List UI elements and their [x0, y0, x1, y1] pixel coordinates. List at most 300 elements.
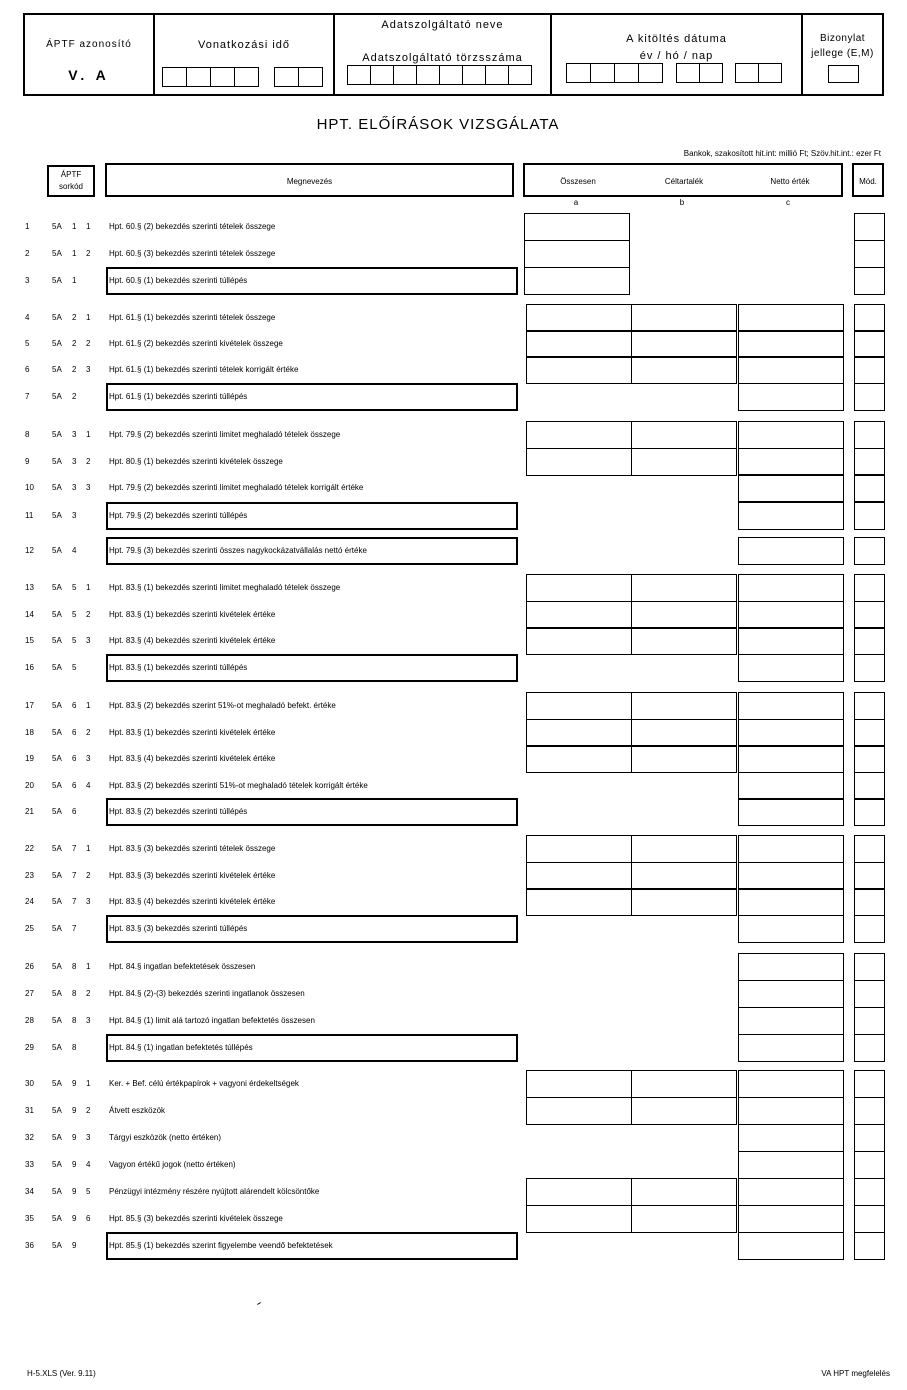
row-code-2: 6	[72, 781, 77, 790]
value-cell-b[interactable]	[631, 304, 737, 332]
mod-cell[interactable]	[854, 383, 885, 411]
unit-note: Bankok, szakosított hit.int: millió Ft; Szöv.hit.int.: ezer Ft	[683, 149, 881, 158]
mod-cell[interactable]	[854, 601, 885, 629]
value-cell-a[interactable]	[526, 745, 632, 773]
row-code-2: 8	[72, 1016, 77, 1025]
row-number: 22	[25, 844, 34, 853]
value-cell-c[interactable]	[738, 601, 844, 629]
mod-cell[interactable]	[854, 421, 885, 449]
row-code-3: 1	[86, 222, 91, 231]
value-cell-b[interactable]	[631, 719, 737, 747]
value-cell-b[interactable]	[631, 627, 737, 655]
digit-box[interactable]	[370, 65, 394, 85]
row-number: 18	[25, 728, 34, 737]
mod-cell[interactable]	[854, 474, 885, 502]
mod-cell[interactable]	[854, 1178, 885, 1206]
row-code-3: 3	[86, 365, 91, 374]
value-cell-b[interactable]	[631, 1205, 737, 1233]
digit-box[interactable]	[393, 65, 417, 85]
mod-cell[interactable]	[854, 574, 885, 602]
mod-cell[interactable]	[854, 1070, 885, 1098]
value-cell-b[interactable]	[631, 745, 737, 773]
code-col-label-2: sorkód	[58, 182, 83, 191]
digit-box[interactable]	[508, 65, 532, 85]
row-label: Hpt. 83.§ (1) bekezdés szerinti túllépés	[109, 663, 248, 672]
value-cell-c[interactable]	[738, 356, 844, 384]
row-number: 14	[25, 610, 34, 619]
footer-right: VA HPT megfelelés	[821, 1369, 890, 1378]
digit-box[interactable]	[186, 67, 211, 87]
header-band	[23, 13, 884, 96]
row-code-1: 5A	[52, 636, 62, 645]
mod-cell[interactable]	[854, 1097, 885, 1125]
row-code-1: 5A	[52, 222, 62, 231]
row-code-1: 5A	[52, 313, 62, 322]
row-label: Hpt. 83.§ (1) bekezdés szerinti kivételek értéke	[109, 728, 276, 737]
mod-cell[interactable]	[854, 862, 885, 890]
total-col-label: Összesen	[560, 177, 596, 186]
value-cell-c[interactable]	[738, 383, 844, 411]
row-code-2: 5	[72, 610, 77, 619]
value-cell-a[interactable]	[524, 213, 630, 241]
value-cell-c[interactable]	[738, 1178, 844, 1206]
digit-box[interactable]	[347, 65, 371, 85]
value-cell-c[interactable]	[738, 448, 844, 476]
row-code-2: 1	[72, 276, 77, 285]
doc-type-label-1: Bizonylat	[819, 33, 866, 44]
date-cell	[552, 15, 803, 94]
value-cell-c[interactable]	[738, 835, 844, 863]
row-number: 4	[25, 313, 30, 322]
value-cell-a[interactable]	[526, 627, 632, 655]
row-number: 9	[25, 457, 30, 466]
deduct-col-label: Céltartalék	[664, 177, 704, 186]
row-number: 35	[25, 1214, 34, 1223]
row-code-2: 5	[72, 583, 77, 592]
row-code-2: 1	[72, 222, 77, 231]
row-code-2: 9	[72, 1160, 77, 1169]
row-code-2: 3	[72, 483, 77, 492]
name-col-header	[105, 163, 514, 197]
digit-box[interactable]	[298, 67, 323, 87]
row-label: Hpt. 83.§ (3) bekezdés szerinti tételek összege	[109, 844, 276, 853]
col-a-letter: a	[573, 198, 579, 207]
row-code-1: 5A	[52, 457, 62, 466]
values-col-header	[523, 163, 843, 197]
value-cell-b[interactable]	[631, 1070, 737, 1098]
row-label: Hpt. 84.§ (1) ingatlan befektetés túllépés	[109, 1043, 253, 1052]
row-label: Ker. + Bef. célú értékpapírok + vagyoni érdekeltségek	[109, 1079, 299, 1088]
mod-cell[interactable]	[854, 745, 885, 773]
digit-box[interactable]	[210, 67, 235, 87]
value-cell-c[interactable]	[738, 915, 844, 943]
value-cell-a[interactable]	[526, 356, 632, 384]
row-code-1: 5A	[52, 1106, 62, 1115]
row-code-1: 5A	[52, 249, 62, 258]
mod-cell[interactable]	[854, 1232, 885, 1260]
mod-cell[interactable]	[854, 448, 885, 476]
value-cell-c[interactable]	[738, 862, 844, 890]
row-code-1: 5A	[52, 989, 62, 998]
value-cell-c[interactable]	[738, 537, 844, 565]
row-label: Hpt. 83.§ (3) bekezdés szerinti túllépés	[109, 924, 248, 933]
row-label: Hpt. 83.§ (1) bekezdés szerinti kivételek értéke	[109, 610, 276, 619]
row-number: 20	[25, 781, 34, 790]
row-code-2: 7	[72, 871, 77, 880]
row-number: 31	[25, 1106, 34, 1115]
row-code-1: 5A	[52, 781, 62, 790]
row-code-1: 5A	[52, 1160, 62, 1169]
digit-box[interactable]	[638, 63, 663, 83]
value-cell-b[interactable]	[631, 330, 737, 358]
row-code-2: 9	[72, 1079, 77, 1088]
doc-type-label-2: jellege (E,M)	[811, 48, 874, 59]
value-cell-a[interactable]	[526, 719, 632, 747]
row-number: 5	[25, 339, 30, 348]
value-cell-c[interactable]	[738, 421, 844, 449]
code-col-header	[47, 165, 95, 197]
mod-cell[interactable]	[854, 304, 885, 332]
mod-cell[interactable]	[854, 330, 885, 358]
digit-box[interactable]	[758, 63, 782, 83]
row-code-2: 8	[72, 962, 77, 971]
row-code-2: 9	[72, 1133, 77, 1142]
row-code-3: 1	[86, 701, 91, 710]
mod-cell[interactable]	[854, 240, 885, 268]
row-code-1: 5A	[52, 807, 62, 816]
mod-cell[interactable]	[854, 980, 885, 1008]
row-number: 6	[25, 365, 30, 374]
row-label: Pénzügyi intézmény részére nyújtott alárendelt kölcsöntőke	[109, 1187, 320, 1196]
mod-cell[interactable]	[854, 213, 885, 241]
row-code-1: 5A	[52, 430, 62, 439]
value-cell-b[interactable]	[631, 1097, 737, 1125]
row-label: Hpt. 83.§ (4) bekezdés szerinti kivételek értéke	[109, 754, 276, 763]
digit-box[interactable]	[462, 65, 486, 85]
row-code-3: 3	[86, 754, 91, 763]
row-label: Hpt. 80.§ (1) bekezdés szerinti kivételek összege	[109, 457, 283, 466]
value-cell-c[interactable]	[738, 574, 844, 602]
value-cell-c[interactable]	[738, 654, 844, 682]
row-code-2: 8	[72, 989, 77, 998]
value-cell-b[interactable]	[631, 1178, 737, 1206]
mod-cell[interactable]	[854, 719, 885, 747]
row-number: 12	[25, 546, 34, 555]
row-code-3: 3	[86, 483, 91, 492]
value-cell-a[interactable]	[524, 267, 630, 295]
stray-mark	[257, 1302, 261, 1305]
row-code-3: 2	[86, 871, 91, 880]
row-code-3: 1	[86, 844, 91, 853]
footer-left: H-5.XLS (Ver. 9.11)	[27, 1369, 96, 1378]
digit-box[interactable]	[614, 63, 639, 83]
row-code-1: 5A	[52, 511, 62, 520]
row-code-2: 9	[72, 1214, 77, 1223]
value-cell-a[interactable]	[526, 835, 632, 863]
row-code-1: 5A	[52, 365, 62, 374]
row-code-3: 6	[86, 1214, 91, 1223]
aptf-id-label: ÁPTF azonosító	[46, 39, 132, 50]
value-cell-a[interactable]	[526, 1178, 632, 1206]
row-number: 28	[25, 1016, 34, 1025]
value-cell-a[interactable]	[524, 240, 630, 268]
row-code-2: 6	[72, 807, 77, 816]
row-code-1: 5A	[52, 754, 62, 763]
row-code-3: 1	[86, 583, 91, 592]
digit-box[interactable]	[439, 65, 463, 85]
mod-cell[interactable]	[854, 953, 885, 981]
row-label: Hpt. 83.§ (3) bekezdés szerinti kivételek értéke	[109, 871, 276, 880]
row-number: 16	[25, 663, 34, 672]
mod-cell[interactable]	[854, 835, 885, 863]
value-cell-c[interactable]	[738, 692, 844, 720]
value-cell-a[interactable]	[526, 574, 632, 602]
row-label: Hpt. 83.§ (4) bekezdés szerinti kivételek értéke	[109, 636, 276, 645]
row-number: 15	[25, 636, 34, 645]
row-code-1: 5A	[52, 1187, 62, 1196]
row-code-2: 1	[72, 249, 77, 258]
value-cell-b[interactable]	[631, 448, 737, 476]
row-code-1: 5A	[52, 728, 62, 737]
value-cell-c[interactable]	[738, 1097, 844, 1125]
digit-box[interactable]	[234, 67, 259, 87]
row-code-2: 5	[72, 636, 77, 645]
row-code-1: 5A	[52, 546, 62, 555]
row-number: 2	[25, 249, 30, 258]
value-cell-a[interactable]	[526, 1205, 632, 1233]
row-number: 24	[25, 897, 34, 906]
row-code-1: 5A	[52, 1016, 62, 1025]
row-code-2: 9	[72, 1106, 77, 1115]
col-c-letter: c	[786, 198, 790, 207]
name-col-label: Megnevezés	[286, 177, 333, 186]
row-number: 17	[25, 701, 34, 710]
value-cell-a[interactable]	[526, 330, 632, 358]
value-cell-c[interactable]	[738, 1232, 844, 1260]
mod-cell[interactable]	[854, 888, 885, 916]
period-label: Vonatkozási idő	[197, 39, 291, 51]
row-code-2: 4	[72, 546, 77, 555]
row-code-2: 9	[72, 1241, 77, 1250]
value-cell-c[interactable]	[738, 888, 844, 916]
mod-cell[interactable]	[854, 1151, 885, 1179]
value-cell-a[interactable]	[526, 1097, 632, 1125]
row-code-1: 5A	[52, 1214, 62, 1223]
period-cell	[155, 15, 335, 94]
row-code-1: 5A	[52, 610, 62, 619]
value-cell-a[interactable]	[526, 601, 632, 629]
row-code-3: 1	[86, 962, 91, 971]
value-cell-c[interactable]	[738, 1205, 844, 1233]
row-number: 10	[25, 483, 34, 492]
value-cell-a[interactable]	[526, 1070, 632, 1098]
value-cell-a[interactable]	[526, 692, 632, 720]
row-number: 11	[25, 511, 34, 520]
row-label: Hpt. 84.§ (1) limit alá tartozó ingatlan befektetés összesen	[109, 1016, 315, 1025]
mod-cell[interactable]	[854, 654, 885, 682]
digit-box[interactable]	[274, 67, 299, 87]
digit-box[interactable]	[485, 65, 509, 85]
value-cell-c[interactable]	[738, 1124, 844, 1152]
row-number: 36	[25, 1241, 34, 1250]
value-cell-a[interactable]	[526, 862, 632, 890]
mod-cell[interactable]	[854, 692, 885, 720]
digit-box[interactable]	[162, 67, 187, 87]
mod-col-label: Mód.	[859, 177, 877, 186]
row-code-3: 1	[86, 1079, 91, 1088]
row-code-1: 5A	[52, 392, 62, 401]
row-number: 25	[25, 924, 34, 933]
row-code-1: 5A	[52, 701, 62, 710]
row-label: Tárgyi eszközök (netto értéken)	[109, 1133, 222, 1142]
row-number: 30	[25, 1079, 34, 1088]
row-code-3: 3	[86, 1016, 91, 1025]
value-cell-b[interactable]	[631, 692, 737, 720]
mod-cell[interactable]	[854, 915, 885, 943]
row-code-2: 2	[72, 392, 77, 401]
row-code-3: 2	[86, 610, 91, 619]
row-code-3: 2	[86, 249, 91, 258]
value-cell-b[interactable]	[631, 421, 737, 449]
row-label: Vagyon értékű jogok (netto értéken)	[109, 1160, 236, 1169]
row-code-2: 9	[72, 1187, 77, 1196]
value-cell-c[interactable]	[738, 627, 844, 655]
value-cell-c[interactable]	[738, 719, 844, 747]
mod-cell[interactable]	[854, 1007, 885, 1035]
row-label: Hpt. 85.§ (3) bekezdés szerinti kivételek összege	[109, 1214, 283, 1223]
row-number: 32	[25, 1133, 34, 1142]
row-code-3: 2	[86, 339, 91, 348]
row-code-2: 8	[72, 1043, 77, 1052]
row-number: 13	[25, 583, 34, 592]
digit-box[interactable]	[566, 63, 591, 83]
value-cell-b[interactable]	[631, 862, 737, 890]
row-label: Hpt. 83.§ (4) bekezdés szerinti kivételek értéke	[109, 897, 276, 906]
row-code-3: 3	[86, 1133, 91, 1142]
provider-cell	[335, 15, 552, 94]
value-cell-b[interactable]	[631, 888, 737, 916]
value-cell-c[interactable]	[738, 798, 844, 826]
row-code-1: 5A	[52, 1079, 62, 1088]
row-number: 1	[25, 222, 30, 231]
row-label: Hpt. 79.§ (2) bekezdés szerinti limitet meghaladó tételek korrigált értéke	[109, 483, 364, 492]
digit-box[interactable]	[676, 63, 700, 83]
row-code-2: 2	[72, 365, 77, 374]
row-number: 8	[25, 430, 30, 439]
value-cell-a[interactable]	[526, 888, 632, 916]
value-cell-c[interactable]	[738, 330, 844, 358]
mod-cell[interactable]	[854, 537, 885, 565]
row-code-1: 5A	[52, 871, 62, 880]
digit-box[interactable]	[735, 63, 759, 83]
mod-cell[interactable]	[854, 502, 885, 530]
row-number: 21	[25, 807, 34, 816]
row-number: 33	[25, 1160, 34, 1169]
row-number: 19	[25, 754, 34, 763]
provider-reg-label: Adatszolgáltató törzsszáma	[362, 52, 523, 64]
mod-cell[interactable]	[854, 627, 885, 655]
value-cell-b[interactable]	[631, 601, 737, 629]
row-label: Hpt. 79.§ (3) bekezdés szerinti összes nagykockázatvállalás nettó értéke	[109, 546, 367, 555]
value-cell-a[interactable]	[526, 304, 632, 332]
row-label: Hpt. 60.§ (1) bekezdés szerinti túllépés	[109, 276, 248, 285]
value-cell-c[interactable]	[738, 745, 844, 773]
row-code-1: 5A	[52, 583, 62, 592]
value-cell-c[interactable]	[738, 1034, 844, 1062]
value-cell-c[interactable]	[738, 502, 844, 530]
mod-cell[interactable]	[854, 772, 885, 800]
mod-cell[interactable]	[854, 1124, 885, 1152]
row-code-1: 5A	[52, 924, 62, 933]
row-code-2: 7	[72, 897, 77, 906]
row-code-3: 1	[86, 430, 91, 439]
value-cell-a[interactable]	[526, 421, 632, 449]
row-code-1: 5A	[52, 844, 62, 853]
value-cell-c[interactable]	[738, 474, 844, 502]
value-cell-c[interactable]	[738, 1007, 844, 1035]
row-label: Hpt. 61.§ (2) bekezdés szerinti kivételek összege	[109, 339, 283, 348]
digit-box[interactable]	[699, 63, 723, 83]
value-cell-b[interactable]	[631, 835, 737, 863]
mod-cell[interactable]	[854, 798, 885, 826]
row-code-2: 2	[72, 339, 77, 348]
row-code-1: 5A	[52, 663, 62, 672]
row-code-3: 4	[86, 781, 91, 790]
value-cell-c[interactable]	[738, 980, 844, 1008]
row-number: 3	[25, 276, 30, 285]
value-cell-c[interactable]	[738, 772, 844, 800]
row-label: Hpt. 84.§ ingatlan befektetések összesen	[109, 962, 256, 971]
aptf-id-cell	[25, 15, 155, 94]
digit-box[interactable]	[590, 63, 615, 83]
net-col-label: Netto érték	[770, 177, 810, 186]
row-code-2: 3	[72, 430, 77, 439]
row-number: 23	[25, 871, 34, 880]
row-code-2: 6	[72, 754, 77, 763]
row-label: Hpt. 60.§ (2) bekezdés szerinti tételek összege	[109, 222, 276, 231]
value-cell-c[interactable]	[738, 304, 844, 332]
row-number: 26	[25, 962, 34, 971]
value-cell-b[interactable]	[631, 356, 737, 384]
row-label: Hpt. 61.§ (1) bekezdés szerinti tételek korrigált értéke	[109, 365, 299, 374]
doc-type-box[interactable]	[828, 65, 859, 83]
row-code-3: 2	[86, 989, 91, 998]
mod-cell[interactable]	[854, 356, 885, 384]
row-label: Hpt. 79.§ (2) bekezdés szerinti limitet meghaladó tételek összege	[109, 430, 341, 439]
row-code-3: 2	[86, 1106, 91, 1115]
value-cell-b[interactable]	[631, 574, 737, 602]
digit-box[interactable]	[416, 65, 440, 85]
mod-cell[interactable]	[854, 1034, 885, 1062]
mod-cell[interactable]	[854, 1205, 885, 1233]
row-code-1: 5A	[52, 276, 62, 285]
row-code-1: 5A	[52, 1133, 62, 1142]
row-code-2: 7	[72, 844, 77, 853]
value-cell-c[interactable]	[738, 953, 844, 981]
row-label: Hpt. 83.§ (2) bekezdés szerinti túllépés	[109, 807, 248, 816]
value-cell-c[interactable]	[738, 1151, 844, 1179]
mod-cell[interactable]	[854, 267, 885, 295]
value-cell-a[interactable]	[526, 448, 632, 476]
row-code-3: 5	[86, 1187, 91, 1196]
row-label: Hpt. 79.§ (2) bekezdés szerinti túllépés	[109, 511, 248, 520]
col-b-letter: b	[679, 198, 685, 207]
row-number: 27	[25, 989, 34, 998]
row-code-2: 6	[72, 701, 77, 710]
row-code-3: 3	[86, 897, 91, 906]
value-cell-c[interactable]	[738, 1070, 844, 1098]
row-code-1: 5A	[52, 483, 62, 492]
